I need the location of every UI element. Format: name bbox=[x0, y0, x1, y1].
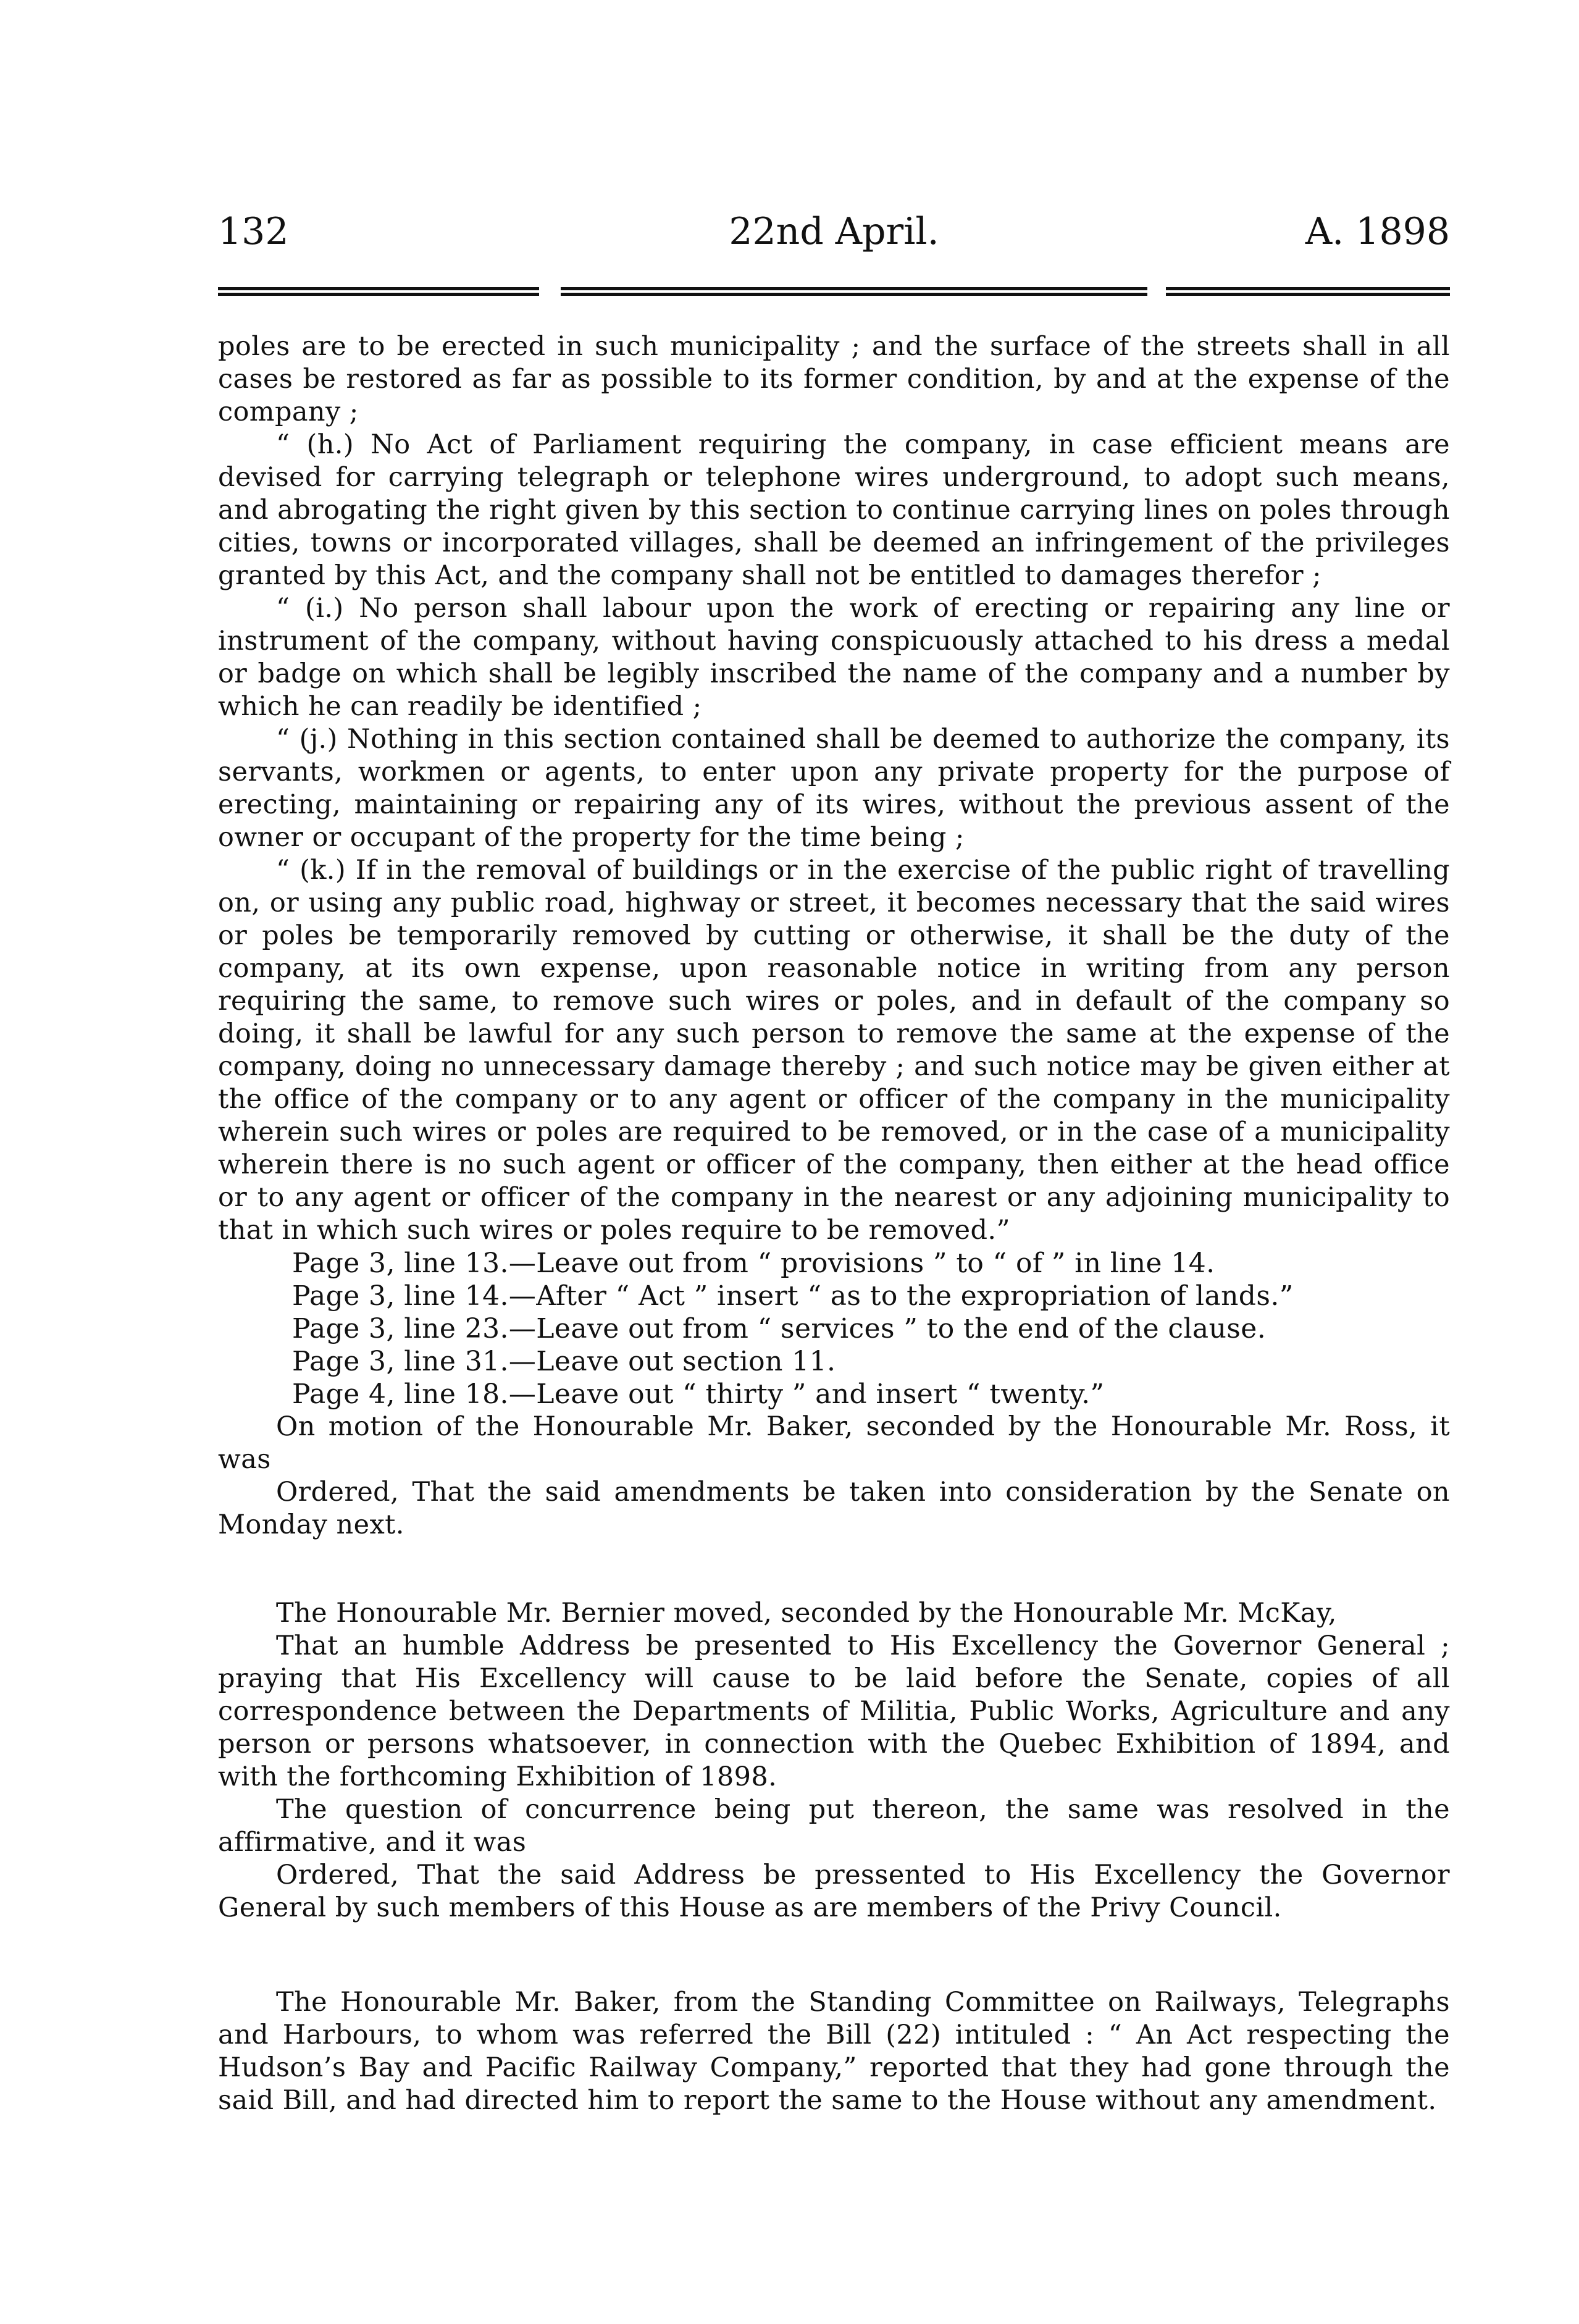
page-number: 132 bbox=[218, 210, 289, 253]
page-year: A. 1898 bbox=[1305, 210, 1450, 253]
section-gap bbox=[218, 1542, 1450, 1597]
question-concurrence: The question of concurrence being put thereon, the same was resolved in the affirmative, and it was bbox=[218, 1794, 1450, 1858]
clause-i: “ (i.) No person shall labour upon the work of erecting or repairing any line or instrument of the company, without having conspicuously attached to his dress a medal or badge on which shall be legibly inscribed the name of the company and a number by which he can readily be identified ; bbox=[218, 593, 1450, 722]
amendment-line: Page 4, line 18.—Leave out “ thirty ” and insert “ twenty.” bbox=[292, 1378, 1105, 1410]
amendment-line: Page 3, line 23.—Leave out from “ services ” to the end of the clause. bbox=[292, 1313, 1267, 1344]
order-amendments: Ordered, That the said amendments be taken into consideration by the Senate on Monday next. bbox=[218, 1477, 1450, 1540]
paragraph-continuation: poles are to be erected in such municipality ; and the surface of the streets shall in all cases be restored as far as possible to its former condition, by and at the expense of the company ; bbox=[218, 331, 1450, 427]
motion-bernier: The Honourable Mr. Bernier moved, seconded by the Honourable Mr. McKay, bbox=[276, 1598, 1337, 1629]
order-address: Ordered, That the said Address be pressented to His Excellency the Governor General by such members of this House as are members of the Privy Council. bbox=[218, 1860, 1450, 1923]
page-date: 22nd April. bbox=[729, 210, 939, 253]
journal-page bbox=[218, 204, 1450, 2117]
header-rule-left bbox=[218, 287, 539, 296]
clause-j: “ (j.) Nothing in this section contained shall be deemed to authorize the company, its servants, workmen or agents, to enter upon any private property for the purpose of erecting, maintaining or repairing any of its wires, without the previous assent of the owner or occupant of the property for the time being ; bbox=[218, 724, 1450, 853]
amendment-line: Page 3, line 14.—After “ Act ” insert “ as to the expropriation of lands.” bbox=[292, 1280, 1294, 1312]
motion-baker: On motion of the Honourable Mr. Baker, seconded by the Honourable Mr. Ross, it was bbox=[218, 1411, 1450, 1475]
amendment-line: Page 3, line 31.—Leave out section 11. bbox=[292, 1346, 836, 1377]
clause-h: “ (h.) No Act of Parliament requiring the company, in case efficient means are devised for carrying telegraph or telephone wires underground, to adopt such means, and abrogating the right given by this section to continue carrying lines on poles through cities, towns or incorporated villages, shall be deemed an infringement of the privileges granted by this Act, and the company shall not be entitled to damages therefor ; bbox=[218, 429, 1450, 591]
humble-address: That an humble Address be presented to His Excellency the Governor General ; praying that His Excellency will cause to be laid before the Senate, copies of all correspondence between the Departments of Militia, Public Works, Agriculture and any person or persons whatsoever, in connection with the Quebec Exhibition of 1894, and with the forthcoming Exhibition of 1898. bbox=[218, 1630, 1450, 1792]
page-header bbox=[218, 204, 1450, 259]
header-rule-middle bbox=[561, 287, 1147, 296]
section-gap bbox=[218, 1924, 1450, 1986]
header-rule-right bbox=[1166, 287, 1450, 296]
header-rule bbox=[218, 287, 1450, 306]
committee-report: The Honourable Mr. Baker, from the Standing Committee on Railways, Telegraphs and Harbours, to whom was referred the Bill (22) intituled : “ An Act respecting the Hudson’s Bay and Pacific Railway Company,” reported that they had gone through the said Bill, and had directed him to report the same to the House without any amendment. bbox=[218, 1987, 1450, 2116]
clause-k: “ (k.) If in the removal of buildings or in the exercise of the public right of travelling on, or using any public road, highway or street, it becomes necessary that the said wires or poles be temporarily removed by cutting or otherwise, it shall be the duty of the company, at its own expense, upon reasonable notice in writing from any person requiring the same, to remove such wires or poles, and in default of the company so doing, it shall be lawful for any such person to remove the same at the expense of the company, doing no unnecessary damage thereby ; and such notice may be given either at the office of the company or to any agent or officer of the company in the municipality wherein such wires or poles are required to be removed, or in the case of a municipality wherein there is no such agent or officer of the company, then either at the head office or to any agent or officer of the company in the nearest or any adjoining municipality to that in which such wires or poles require to be removed.” bbox=[218, 855, 1450, 1246]
amendment-line: Page 3, line 13.—Leave out from “ provisions ” to “ of ” in line 14. bbox=[292, 1248, 1215, 1279]
